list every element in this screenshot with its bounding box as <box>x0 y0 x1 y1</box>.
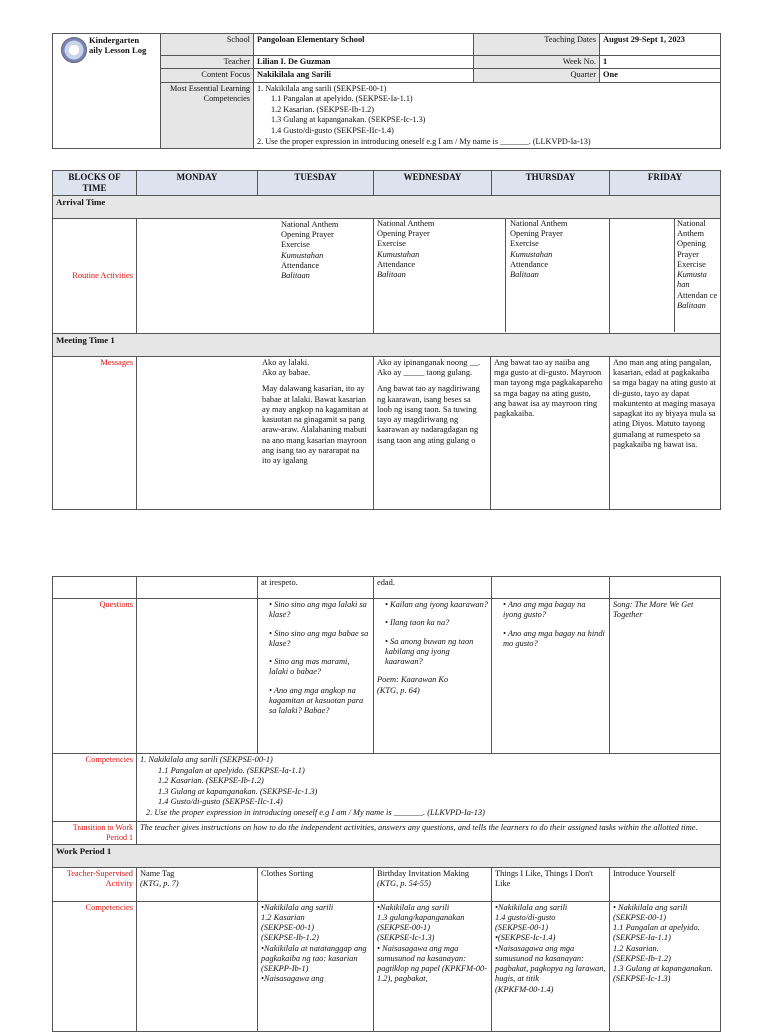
routine-cell-friday <box>610 218 721 333</box>
lesson-table-page2 <box>52 576 721 1032</box>
transition-text: The teacher gives instructions on how to do the independent activities, answers any questions, and tells the learners to do their assigned tasks within the allotted time. <box>137 822 721 845</box>
activity-ref: (KTG, p. 7) <box>140 878 179 888</box>
wednesday-competencies: •Nakikilala ang sarili 1.3 gulang/kapanganakan (SEKPSE-00-1) (SEKPSE-Ic-1.3) • Naisasagawa ang mga sumusunod na kasanayan: pagtiklop ng papel (KPKFM-00-1.2), pagbakat, <box>374 901 492 1031</box>
col-header-wednesday: WEDNESDAY <box>374 171 492 196</box>
monday-activity <box>137 867 258 901</box>
question-item: • Ano ang mga angkop na kagamitan at kasuotan para sa lalaki? Babae? <box>269 686 370 717</box>
competency-item: 1.4 Gusto/di-gusto (SEKPSE-IIc-1.4) <box>158 797 283 806</box>
tuesday-message-cont: at irespeto. <box>258 577 374 599</box>
attendance-text: Attendance <box>281 260 320 270</box>
teacher-value: Lilian I. De Guzman <box>254 56 474 69</box>
routine-text: National Anthem Opening Prayer Exercise <box>281 219 339 250</box>
balitaan-text: Balitaan <box>281 271 310 281</box>
question-item: • Ano ang mga bagay na iyong gusto? <box>503 600 606 621</box>
question-item: • Sino sino ang mga lalaki sa klase? <box>269 600 370 621</box>
messages-cell-wed-thu <box>374 356 610 509</box>
lesson-table-page1 <box>52 170 721 510</box>
routine-text: National Anthem Opening Prayer Exercise <box>677 218 706 269</box>
attendance-text: Attendan ce <box>677 290 718 300</box>
routine-cell-wed-thu <box>374 218 610 333</box>
week-label: Week No. <box>474 56 600 69</box>
competencies-list <box>137 754 721 822</box>
attendance-text: Attendance <box>377 259 416 269</box>
col-header-friday: FRIDAY <box>610 171 721 196</box>
activity-ref: (KTG, p. 54-55) <box>377 878 431 888</box>
meeting-time-heading: Meeting Time 1 <box>53 333 721 356</box>
mel-label: Most Essential Learning Competencies <box>161 82 254 149</box>
teaching-dates-label: Teaching Dates <box>474 34 600 56</box>
title-line1: Kindergarten <box>89 35 140 45</box>
mel-item: 1.2 Kasarian. (SEKPSE-Ib-1.2) <box>271 104 375 114</box>
col-header-blocks: BLOCKS OF TIME <box>53 171 137 196</box>
quarter-value: One <box>600 69 721 82</box>
col-header-thursday: THURSDAY <box>492 171 610 196</box>
tuesday-competencies: •Nakikilala ang sarili 1.2 Kasarian (SEKPSE-00-1) (SEKPSE-Ib-1.2) •Nakikilala at natatanggap ang pagkakaiba ng tao: kasarian (SEKPP-Ib-1) •Naisasagawa ang <box>258 901 374 1031</box>
wednesday-message-1: Ako ay ipinanganak noong __. Ako ay _____ taong gulang. <box>377 357 481 378</box>
activity-competencies-label: Competencies <box>53 901 137 1031</box>
friday-competencies: • Nakikilala ang sarili (SEKPSE-00-1) 1.1 Pangalan at apelyido. (SEKPSE-Ia-1.1) 1.2 Kasarian. (SEKPSE-Ib-1.2) 1.3 Gulang at kapanganakan. (SEKPSE-Ic-1.3) <box>610 901 721 1031</box>
col-header-monday: MONDAY <box>137 171 258 196</box>
teaching-dates-value: August 29-Sept 1, 2023 <box>600 34 721 56</box>
question-item: • Sa anong buwan ng taon kabilang ang iyong kaarawan? <box>385 637 488 668</box>
arrival-time-heading: Arrival Time <box>53 195 721 218</box>
wednesday-message-2: Ang bawat tao ay nagdiriwang ng kaarawan, isang beses sa loob ng isang taon. Sa tuwing tayo ay magdiriwang ng kaarawan ay nadaragdagan ng isang taon ang ating gulang o <box>377 384 480 445</box>
friday-message: Ano man ang ating pangalan, kasarian, edad at pagkakaiba sa mga bagay na ating gusto at di-gusto, tayo ay dapat makuntento at maging masaya sapagkat ito ay biyaya mula sa ating Diyos. Matuto tayong gumalang at rumespeto sa pagkakaiba ng bawat isa. <box>610 356 721 509</box>
thursday-activity: Things I Like, Things I Don't Like <box>492 867 610 901</box>
mel-item: 1.4 Gusto/di-gusto (SEKPSE-IIc-1.4) <box>271 126 394 136</box>
balitaan-text: Balitaan <box>677 300 706 310</box>
title-line2: aily Lesson Log <box>89 45 147 56</box>
school-label: School <box>161 34 254 56</box>
poem-ref: (KTG, p. 64) <box>377 685 420 695</box>
teacher-supervised-label: Teacher-Supervised Activity <box>53 867 137 901</box>
balitaan-text: Balitaan <box>510 270 539 280</box>
week-value: 1 <box>600 56 721 69</box>
thursday-questions <box>492 599 610 754</box>
wednesday-message-cont: edad. <box>374 577 492 599</box>
tuesday-message-2: May dalawang kasarian, ito ay babae at lalaki. Bawat kasarian ay may angkop na kagamitan at kasuotan na ginagamit sa pang araw-araw. Alalahaning mabuti na ano mang kasarian mayroon ang isang tao ay nararapat na ito ay igalang <box>262 384 369 466</box>
tuesday-questions <box>258 599 374 754</box>
friday-activity: Introduce Yourself <box>610 867 721 901</box>
kumustahan-text: Kumustahan <box>377 249 420 259</box>
school-value: Pangoloan Elementary School <box>254 34 474 56</box>
quarter-label: Quarter <box>474 69 600 82</box>
balitaan-text: Balitaan <box>377 270 406 280</box>
routine-text: National Anthem Opening Prayer Exercise <box>510 218 568 249</box>
kumustahan-text: Kumustahan <box>281 250 324 260</box>
friday-song: Song: The More We Get Together <box>610 599 721 754</box>
routine-activities-label: Routine Activities <box>53 218 137 333</box>
question-item: • Kailan ang iyong kaarawan? <box>385 600 488 610</box>
questions-label: Questions <box>53 599 137 754</box>
question-item: • Ilang taon ka na? <box>385 618 488 628</box>
question-item: • Sino sino ang mga babae sa klase? <box>269 629 370 650</box>
mel-item: 1.3 Gulang at kapanganakan. (SEKPSE-Ic-1.3) <box>271 115 426 125</box>
wednesday-activity <box>374 867 492 901</box>
routine-text: National Anthem Opening Prayer Exercise <box>377 218 435 249</box>
mel-list <box>254 82 721 149</box>
competency-item: 2. Use the proper expression in introducing oneself e.g I am / My name is _______. (LLKVPD-Ia-13) <box>146 807 485 817</box>
routine-cell-mon-tue <box>137 218 374 333</box>
messages-label: Messages <box>53 356 137 509</box>
mel-item: 1. Nakikilala ang sarili (SEKPSE-00-1) <box>257 83 387 93</box>
teacher-label: Teacher <box>161 56 254 69</box>
kumustahan-text: Kumusta han <box>677 270 707 290</box>
poem-title: Poem: Kaarawan Ko <box>377 675 449 685</box>
competencies-label: Competencies <box>53 754 137 822</box>
mel-item: 1.1 Pangalan at apelyido. (SEKPSE-Ia-1.1) <box>271 94 413 104</box>
thursday-message: Ang bawat tao ay naiiba ang mga gusto at di-gusto. Mayroon man tayong mga pagkakapareho sa mga bagay na ating gusto, ang bawat isa ay mayroon ring pagkakaiba. <box>494 357 603 419</box>
content-focus-value: Nakikilala ang Sarili <box>254 69 474 82</box>
tuesday-message-1: Ako ay lalaki. Ako ay babae. <box>262 357 311 378</box>
thursday-competencies: •Nakikilala ang sarili 1.4 gusto/di-gusto (SEKPSE-00-1) •(SEKPSE-Ic-1.4) •Naisasagawa ang mga sumusunod na kasanayan: pagbakat, pagkopya ng larawan, hugis, at titik (KPKFM-00-1.4) <box>492 901 610 1031</box>
attendance-text: Attendance <box>510 259 549 269</box>
kumustahan-text: Kumustahan <box>510 249 553 259</box>
header-table <box>52 33 721 149</box>
transition-label: Transition to Work Period 1 <box>53 822 137 845</box>
competency-item: 1.2 Kasarian. (SEKPSE-Ib-1.2) <box>158 776 264 785</box>
competency-item: 1.1 Pangalan at apelyido. (SEKPSE-Ia-1.1) <box>158 765 305 775</box>
activity-title: Name Tag <box>140 868 175 878</box>
mel-item: 2. Use the proper expression in introducing oneself e.g I am / My name is _______. (LLKVPD-Ia-13) <box>257 136 591 146</box>
content-focus-label: Content Focus <box>161 69 254 82</box>
activity-title: Birthday Invitation Making <box>377 868 470 878</box>
question-item: • Sino ang mas marami, lalaki o babae? <box>269 657 370 678</box>
messages-cell-mon-tue <box>137 356 374 509</box>
tuesday-activity: Clothes Sorting <box>258 867 374 901</box>
deped-seal-logo <box>61 37 87 63</box>
col-header-tuesday: TUESDAY <box>258 171 374 196</box>
competency-item: 1. Nakikilala ang sarili (SEKPSE-00-1) <box>140 755 273 764</box>
competency-item: 1.3 Gulang at kapanganakan. (SEKPSE-Ic-1.3) <box>158 786 318 796</box>
work-period-heading: Work Period 1 <box>53 844 721 867</box>
wednesday-questions <box>374 599 492 754</box>
question-item: • Ano ang mga bagay na hindi mo gusto? <box>503 629 606 650</box>
